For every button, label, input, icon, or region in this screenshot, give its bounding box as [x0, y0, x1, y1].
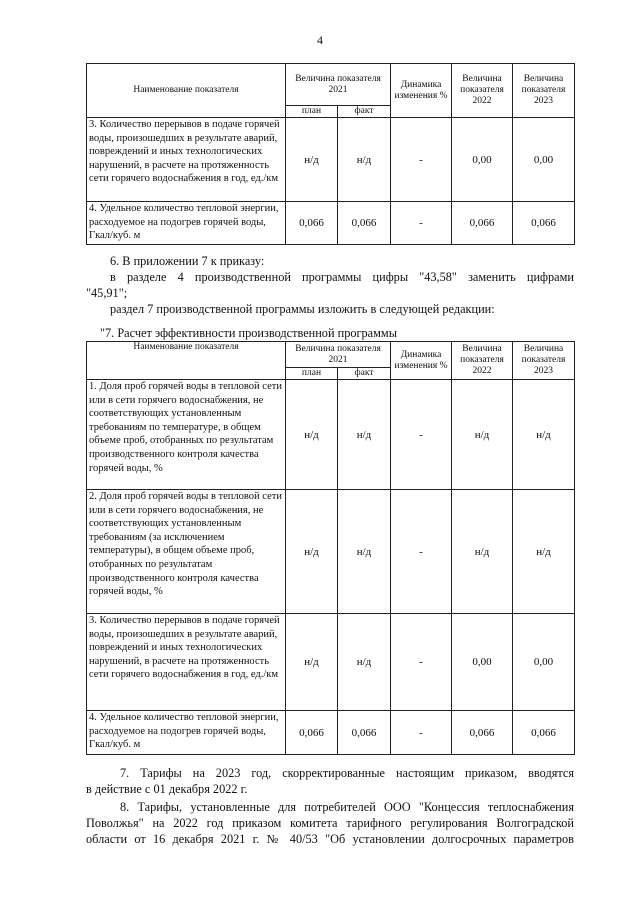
- row-name: 4. Удельное количество тепловой энергии, расходуемое на подогрев горячей воды, Гкал/куб. м: [87, 202, 286, 245]
- cell-plan: 0,066: [286, 202, 338, 245]
- cell-2022: 0,00: [452, 614, 513, 711]
- cell-plan: н/д: [286, 490, 338, 614]
- cell-dynamics: -: [391, 380, 452, 490]
- cell-2023: н/д: [513, 490, 575, 614]
- cell-fact: н/д: [338, 118, 391, 202]
- cell-plan: н/д: [286, 118, 338, 202]
- cell-fact: 0,066: [338, 202, 391, 245]
- table-indicators-continued: [86, 63, 575, 245]
- cell-plan: н/д: [286, 380, 338, 490]
- para8-line3: области от 16 декабря 2021 г. № 40/53 "Об установлении долгосрочных параметров: [86, 832, 574, 846]
- para7-line1: 7. Тарифы на 2023 год, скорректированные настоящим приказом, вводятся: [120, 766, 574, 780]
- cell-plan: 0,066: [286, 711, 338, 755]
- cell-dynamics: -: [391, 490, 452, 614]
- table-row: [87, 490, 575, 614]
- header-value-2022: Величина показателя 2022: [452, 342, 513, 380]
- cell-dynamics: -: [391, 711, 452, 755]
- table-row: [87, 118, 575, 202]
- para6-line1: в разделе 4 производственной программы цифры "43,58" заменить цифрами: [110, 270, 574, 284]
- cell-fact: н/д: [338, 614, 391, 711]
- cell-fact: н/д: [338, 490, 391, 614]
- table-row: [87, 202, 575, 245]
- header-value-2021: Величина показателя 2021: [286, 342, 391, 368]
- cell-2023: 0,00: [513, 614, 575, 711]
- cell-2022: 0,00: [452, 118, 513, 202]
- cell-2022: н/д: [452, 490, 513, 614]
- para6-line2: раздел 7 производственной программы изложить в следующей редакции:: [110, 302, 495, 316]
- para8-line2: Поволжья" на 2022 год приказом комитета тарифного регулирования Волгоградской: [86, 816, 574, 830]
- cell-2023: н/д: [513, 380, 575, 490]
- header-plan: план: [286, 368, 338, 380]
- header-plan: план: [286, 106, 338, 118]
- header-dynamics: Динамика изменения %: [391, 64, 452, 118]
- cell-dynamics: -: [391, 614, 452, 711]
- cell-2023: 0,00: [513, 118, 575, 202]
- header-value-2022: Величина показателя 2022: [452, 64, 513, 118]
- header-name: Наименование показателя: [87, 342, 286, 380]
- header-dynamics: Динамика изменения %: [391, 342, 452, 380]
- table-row: [87, 614, 575, 711]
- table-row: [87, 380, 575, 490]
- row-name: 3. Количество перерывов в подаче горячей воды, произошедших в результате аварий, повреждений и иных технологических нарушений, в расчете на протяженность сети горячего водоснабжения в год, ед./км: [87, 118, 286, 202]
- row-name: 2. Доля проб горячей воды в тепловой сети или в сети горячего водоснабжения, не соответствующих установленным требованиям (за исключением температуры), в общем объеме проб, отобранных по результатам производственного контроля качества горячей воды, %: [87, 490, 286, 614]
- header-value-2023: Величина показателя 2023: [513, 342, 575, 380]
- para6-line1-cont: "45,91";: [86, 286, 128, 300]
- cell-dynamics: -: [391, 118, 452, 202]
- row-name: 1. Доля проб горячей воды в тепловой сети или в сети горячего водоснабжения, не соответствующих установленным требованиям по температуре, в общем объеме проб, отобранных по результатам производственного контроля качества горячей воды, %: [87, 380, 286, 490]
- cell-fact: 0,066: [338, 711, 391, 755]
- cell-2023: 0,066: [513, 711, 575, 755]
- cell-2023: 0,066: [513, 202, 575, 245]
- cell-2022: 0,066: [452, 202, 513, 245]
- header-value-2021: Величина показателя 2021: [286, 64, 391, 106]
- row-name: 3. Количество перерывов в подаче горячей воды, произошедших в результате аварий, повреждений и иных технологических нарушений, в расчете на протяженность сети горячего водоснабжения в год, ед./км: [87, 614, 286, 711]
- cell-dynamics: -: [391, 202, 452, 245]
- para6-title: 6. В приложении 7 к приказу:: [110, 254, 265, 268]
- para7-line2: в действие с 01 декабря 2022 г.: [86, 782, 248, 796]
- cell-fact: н/д: [338, 380, 391, 490]
- header-name: Наименование показателя: [87, 64, 286, 118]
- table-row: [87, 711, 575, 755]
- cell-2022: 0,066: [452, 711, 513, 755]
- header-fact: факт: [338, 106, 391, 118]
- page-number: 4: [317, 33, 323, 47]
- header-fact: факт: [338, 368, 391, 380]
- cell-plan: н/д: [286, 614, 338, 711]
- table-efficiency: [86, 341, 575, 755]
- section7-title: "7. Расчет эффективности производственной программы: [100, 326, 397, 340]
- cell-2022: н/д: [452, 380, 513, 490]
- header-value-2023: Величина показателя 2023: [513, 64, 575, 118]
- para8-line1: 8. Тарифы, установленные для потребителей ООО "Концессия теплоснабжения: [120, 800, 574, 814]
- row-name: 4. Удельное количество тепловой энергии, расходуемое на подогрев горячей воды, Гкал/куб. м: [87, 711, 286, 755]
